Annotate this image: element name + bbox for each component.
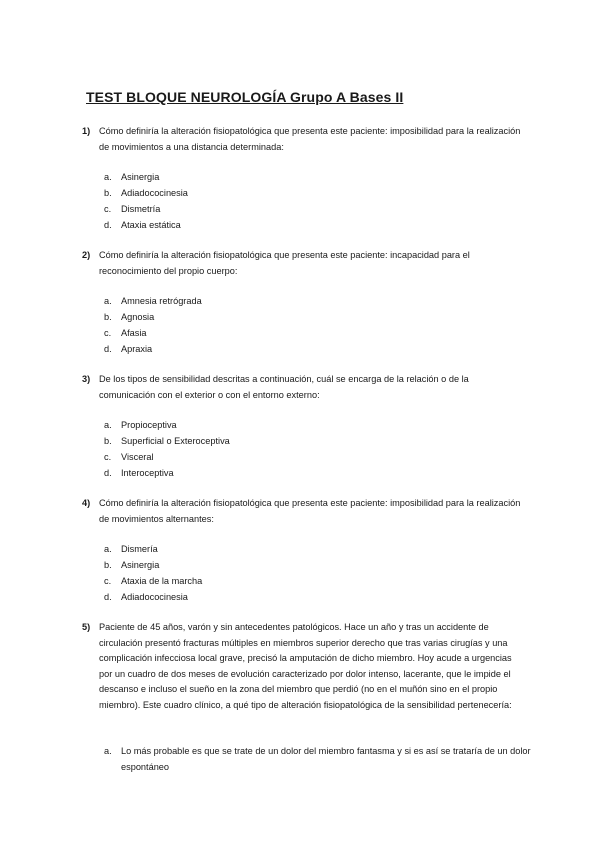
option-text: Adiadococinesia bbox=[121, 591, 188, 602]
question-5 bbox=[82, 620, 522, 714]
question-3 bbox=[82, 372, 522, 404]
option-text: Propioceptiva bbox=[121, 420, 177, 430]
option-letter: d. bbox=[104, 343, 112, 354]
option-text: Adiadococinesia bbox=[121, 187, 188, 198]
option-letter: d. bbox=[104, 591, 112, 602]
option-letter: c. bbox=[104, 327, 112, 338]
option-text: Agnosia bbox=[121, 311, 155, 322]
option-letter: d. bbox=[104, 467, 112, 478]
option-text: Interoceptiva bbox=[121, 467, 174, 478]
option-letter: d. bbox=[104, 219, 112, 230]
question-number: 3) bbox=[82, 374, 91, 384]
option-letter: b. bbox=[104, 559, 112, 570]
option-text: Asinergia bbox=[121, 172, 160, 182]
question-1 bbox=[82, 124, 522, 156]
option-letter: c. bbox=[104, 451, 112, 462]
option-text: Dismetría bbox=[121, 203, 161, 214]
option-text: Amnesia retrógrada bbox=[121, 296, 202, 306]
question-text: Cómo definiría la alteración fisiopatológica que presenta este paciente: imposibilidad para la realización de movimientos alternantes: bbox=[99, 498, 521, 524]
option-text: Asinergia bbox=[121, 559, 160, 570]
question-number: 1) bbox=[82, 126, 91, 136]
option-letter: c. bbox=[104, 203, 112, 214]
option-letter: a. bbox=[104, 420, 112, 430]
option-letter: a. bbox=[104, 172, 112, 182]
question-text: Paciente de 45 años, varón y sin antecedentes patológicos. Hace un año y tras un accidente de circulación presentó fracturas múltiples en miembros superior derecho que tras varias cirugías y una complicación infecciosa local grave, precisó la amputación de dicho miembro. Hoy acude a urgencias por un cuadro de dos meses de evolución caracterizado por dolor intenso, lacerante, que le impide el descanso e incluso el sueño en la zona del miembro que perdió (no en el muñón sino en el propio miembro). Este cuadro clínico, a qué tipo de alteración fisiopatológica de la sensibilidad pertenecería: bbox=[99, 622, 512, 710]
question-4 bbox=[82, 496, 522, 528]
option-text: Ataxia estática bbox=[121, 219, 181, 230]
question-number: 2) bbox=[82, 250, 91, 260]
question-text: De los tipos de sensibilidad descritas a continuación, cuál se encarga de la relación o de la comunicación con el exterior o con el entorno externo: bbox=[99, 374, 469, 400]
option-letter: b. bbox=[104, 187, 112, 198]
option-text: Lo más probable es que se trate de un dolor del miembro fantasma y si es así se trataría de un dolor espontáneo bbox=[121, 746, 531, 772]
question-text: Cómo definiría la alteración fisiopatológica que presenta este paciente: incapacidad para el reconocimiento del propio cuerpo: bbox=[99, 250, 470, 276]
option-item bbox=[104, 743, 534, 775]
option-letter: b. bbox=[104, 311, 112, 322]
question-2 bbox=[82, 248, 522, 280]
option-letter: a. bbox=[104, 544, 112, 554]
option-text: Apraxia bbox=[121, 343, 153, 354]
option-text: Visceral bbox=[121, 451, 154, 462]
question-number: 5) bbox=[82, 622, 91, 632]
page-title: TEST BLOQUE NEUROLOGÍA Grupo A Bases II bbox=[86, 89, 404, 105]
option-text: Dismería bbox=[121, 544, 158, 554]
option-text: Afasia bbox=[121, 327, 147, 338]
option-text: Superficial o Exteroceptiva bbox=[121, 435, 230, 446]
question-text: Cómo definiría la alteración fisiopatológica que presenta este paciente: imposibilidad para la realización de movimientos a una distancia determinada: bbox=[99, 126, 521, 152]
question-number: 4) bbox=[82, 498, 91, 508]
option-letter: c. bbox=[104, 575, 112, 586]
option-letter: a. bbox=[104, 296, 112, 306]
option-text: Ataxia de la marcha bbox=[121, 575, 203, 586]
option-letter: b. bbox=[104, 435, 112, 446]
option-letter: a. bbox=[104, 746, 112, 756]
